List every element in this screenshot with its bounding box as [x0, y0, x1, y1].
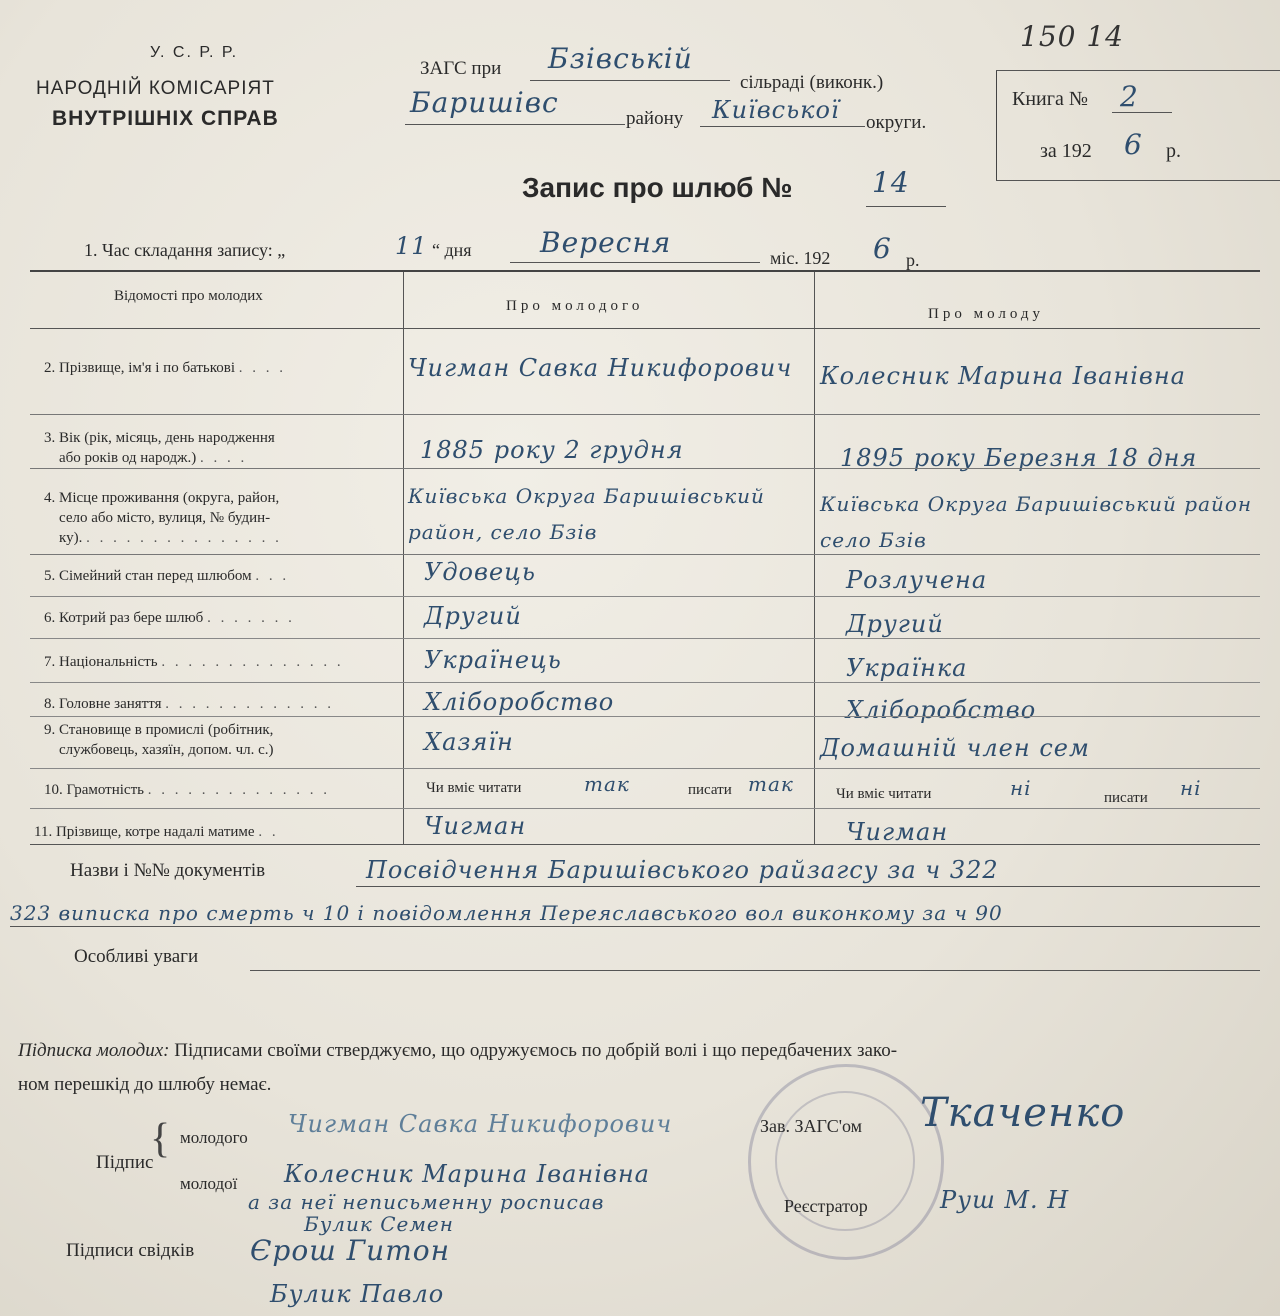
col-header-info: Відомості про молодих — [114, 288, 263, 304]
documents-line1-handwritten: Посвідчення Баришівського райзагсу за ч 322 — [366, 856, 999, 884]
declaration-text1: Підписами своїми стверджуємо, що одружуємось по добрій волі і що передбачених зако- — [174, 1040, 898, 1061]
col-header-groom: Про молодого — [506, 298, 644, 314]
official-stamp — [748, 1064, 944, 1260]
row-label-marriage-count: 6. Котрий раз бере шлюб . . . . . . . — [44, 610, 295, 626]
notes-label: Особливі уваги — [74, 946, 199, 967]
district-line — [405, 124, 625, 125]
documents-line2-rule — [10, 926, 1260, 927]
row-rule-5 — [30, 596, 1260, 597]
book-number-handwritten: 2 — [1120, 80, 1139, 113]
row1-day-handwritten: 11 — [395, 232, 428, 260]
zags-village-line — [530, 80, 730, 81]
groom-position-handwritten: Хазяїн — [424, 728, 514, 756]
row-label-marital: 5. Сімейний стан перед шлюбом . . . — [44, 568, 290, 584]
documents-line1-rule — [356, 886, 1260, 887]
groom-write-handwritten: так — [748, 772, 794, 796]
declaration-lead: Підписка молодих: — [18, 1040, 170, 1061]
book-box-top — [996, 70, 1280, 71]
row-label-occupation: 8. Головне заняття . . . . . . . . . . . . . — [44, 696, 334, 712]
groom-write-label: писати — [688, 782, 732, 798]
bride-residence-handwritten: Київська Округа Баришівський район село Бзів — [820, 492, 1253, 552]
row-rule-8 — [30, 716, 1260, 717]
row-label-surname-after: 11. Прізвище, котре надалі матиме . . — [34, 824, 279, 840]
col-header-bride: Про молоду — [928, 306, 1045, 322]
groom-signature-label: молодого — [180, 1128, 248, 1147]
bride-occupation-handwritten: Хліборобство — [846, 696, 1037, 724]
head-zags-signature-handwritten: Ткаченко — [920, 1090, 1126, 1136]
district-label: району — [626, 108, 684, 129]
record-title: Запис про шлюб № — [522, 172, 793, 203]
year-label-prefix: за 192 — [1040, 140, 1092, 162]
okruha-handwritten: Київської — [712, 96, 840, 124]
zags-prefix: ЗАГС при — [420, 58, 502, 79]
bride-signature-handwritten: Колесник Марина Іванівна — [284, 1160, 650, 1188]
table-col-divider-1 — [403, 272, 404, 844]
commissariat-line1: НАРОДНІЙ КОМІСАРІЯТ — [36, 78, 275, 99]
groom-read-label: Чи вміє читати — [426, 780, 522, 796]
groom-marriage-count-handwritten: Другий — [424, 602, 522, 630]
row-label-residence: 4. Місце проживання (округа, район, село або місто, вулиця, № будин- ку). . . . . . . . . . . . . . . . — [44, 490, 282, 546]
witness2-signature-handwritten: Булик Павло — [270, 1280, 445, 1308]
bride-read-label: Чи вміє читати — [836, 786, 932, 802]
groom-read-handwritten: так — [584, 772, 630, 796]
row1-year-suffix: р. — [906, 250, 920, 270]
bride-nationality-handwritten: Українка — [846, 654, 968, 682]
row-rule-3 — [30, 468, 1260, 469]
bride-write-label: писати — [1104, 790, 1148, 806]
top-numbers-handwritten: 150 14 — [1020, 20, 1124, 53]
okruha-label: округи. — [866, 112, 927, 133]
bride-signature-note2-handwritten: Булик Семен — [304, 1212, 454, 1236]
notes-rule — [250, 970, 1260, 971]
declaration-line1 — [18, 1040, 897, 1062]
zags-suffix: сільраді (виконк.) — [740, 72, 884, 93]
bride-name-handwritten: Колесник Марина Іванівна — [820, 362, 1186, 390]
bride-surname-after-handwritten: Чигман — [846, 818, 949, 846]
row-rule-2 — [30, 414, 1260, 415]
groom-occupation-handwritten: Хліборобство — [424, 688, 615, 716]
table-header-rule — [30, 328, 1260, 329]
bride-marital-handwritten: Розлучена — [846, 566, 988, 594]
registrar-signature-handwritten: Руш М. Н — [940, 1186, 1070, 1214]
row1-label: 1. Час складання запису: „ — [84, 240, 286, 260]
bride-marriage-count-handwritten: Другий — [846, 610, 944, 638]
record-number-line — [866, 206, 946, 207]
bride-read-handwritten: ні — [1010, 776, 1032, 800]
republic-label: У. С. Р. Р. — [150, 44, 239, 61]
year-label-suffix: р. — [1166, 140, 1181, 162]
row-label-name: 2. Прізвище, ім'я і по батькові . . . . — [44, 360, 287, 376]
bride-position-handwritten: Домашній член сем — [820, 734, 1090, 762]
table-col-divider-2 — [814, 272, 815, 844]
groom-surname-after-handwritten: Чигман — [424, 812, 527, 840]
row-label-name-text: 2. Прізвище, ім'я і по батькові — [44, 360, 236, 376]
row-rule-4 — [30, 554, 1260, 555]
witnesses-label: Підписи свідків — [66, 1240, 195, 1261]
groom-signature-handwritten: Чигман Савка Никифорович — [288, 1110, 673, 1138]
okruha-line — [700, 126, 865, 127]
documents-line2-handwritten: 323 виписка про смерть ч 10 і повідомлення Переяславського вол виконкому за ч 90 — [10, 901, 1003, 925]
bride-signature-label: молодої — [180, 1174, 238, 1193]
book-box-left — [996, 70, 997, 180]
signature-brace: { — [150, 1116, 171, 1162]
row1-month-handwritten: Вересня — [540, 226, 672, 259]
row1-year-digit-handwritten: 6 — [873, 232, 892, 265]
table-bottom-rule — [30, 844, 1260, 845]
row-label-literacy: 10. Грамотність . . . . . . . . . . . . . . — [44, 782, 330, 798]
row-label-nationality: 7. Національність . . . . . . . . . . . . . . — [44, 654, 344, 670]
documents-label: Назви і №№ документів — [70, 860, 266, 881]
row1-month-line — [510, 262, 760, 263]
row-rule-7 — [30, 682, 1260, 683]
book-label: Книга № — [1012, 88, 1088, 110]
book-number-line — [1112, 112, 1172, 113]
row-rule-9 — [30, 768, 1260, 769]
bride-signature-note-handwritten: а за неї неписьменну росписав — [248, 1190, 605, 1214]
row1-day-label: “ дня — [432, 240, 472, 260]
commissariat-line2: ВНУТРІШНІХ СПРАВ — [52, 107, 279, 130]
registrar-label: Реєстратор — [784, 1196, 868, 1216]
declaration-text2: ном перешкід до шлюбу немає. — [18, 1074, 272, 1095]
groom-nationality-handwritten: Українець — [424, 646, 562, 674]
groom-residence-handwritten: Київська Округа Баришівський район, село Бзів — [408, 484, 765, 544]
book-box-bottom — [996, 180, 1280, 181]
head-zags-label: Зав. ЗАГС'ом — [760, 1116, 862, 1136]
zags-village-handwritten: Бзівській — [548, 42, 693, 75]
groom-age-handwritten: 1885 року 2 грудня — [420, 436, 684, 464]
bride-write-handwritten: ні — [1180, 776, 1202, 800]
row-rule-10 — [30, 808, 1260, 809]
table-top-rule — [30, 270, 1260, 272]
groom-name-handwritten: Чигман Савка Никифорович — [408, 354, 793, 382]
year-digit-handwritten: 6 — [1124, 128, 1143, 161]
witness1-signature-handwritten: Єрош Гитон — [250, 1234, 451, 1267]
groom-marital-handwritten: Удовець — [424, 558, 536, 586]
record-number-handwritten: 14 — [872, 166, 910, 199]
row-rule-6 — [30, 638, 1260, 639]
row-label-position: 9. Становище в промислі (робітник, службовець, хазяїн, допом. чл. с.) — [44, 722, 274, 758]
bride-age-handwritten: 1895 року Березня 18 дня — [840, 444, 1198, 472]
district-handwritten: Баришівс — [410, 86, 559, 119]
row-label-age: 3. Вік (рік, місяць, день народження або років од народж.) . . . . — [44, 430, 275, 466]
row1-year-label: міс. 192 — [770, 248, 831, 268]
signature-label: Підпис — [96, 1152, 154, 1173]
